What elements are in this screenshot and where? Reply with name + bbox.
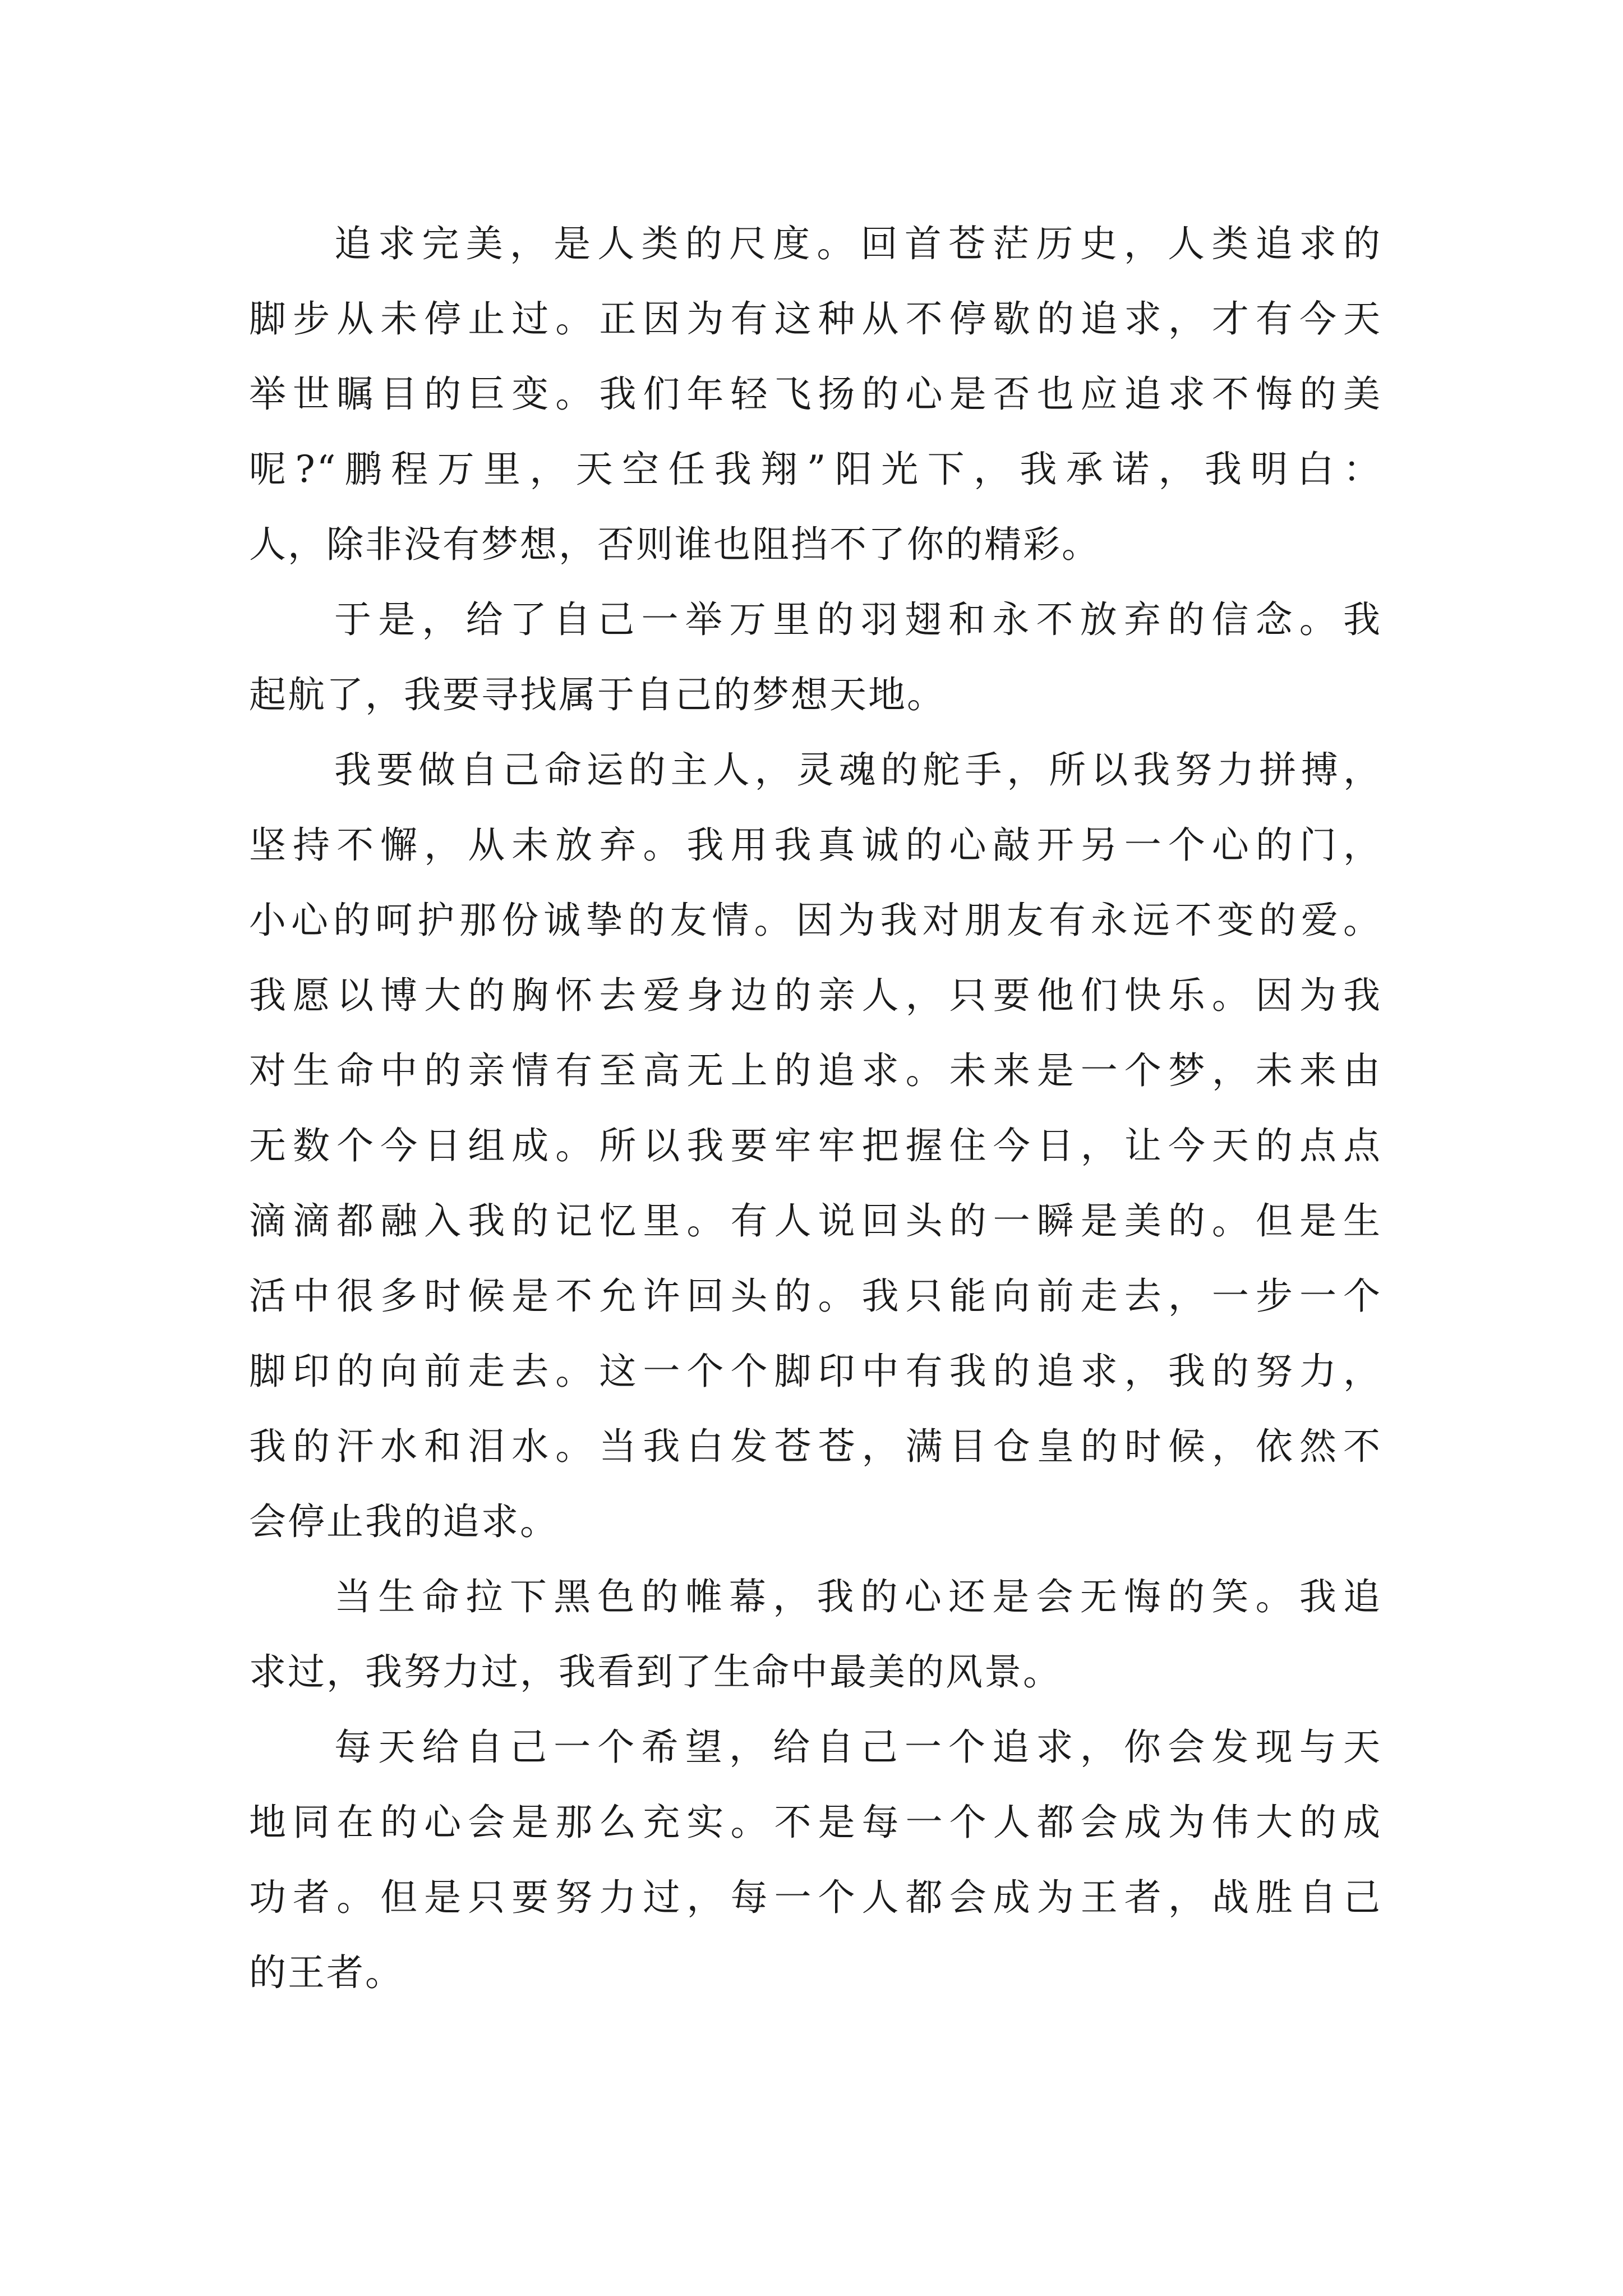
paragraph-line: 我要做自己命运的主人，灵魂的舵手，所以我努力拼搏，: [334, 748, 1382, 792]
paragraph-line: 脚步从未停止过。正因为有这种从不停歇的追求，才有今天: [249, 297, 1382, 341]
paragraph: [249, 1559, 1382, 1710]
paragraph: [249, 1710, 1382, 2010]
paragraph: [249, 206, 1382, 582]
paragraph-line: 于是，给了自己一举万里的羽翅和永不放弃的信念。我: [334, 598, 1382, 641]
paragraph-line: 人，除非没有梦想，否则谁也阻挡不了你的精彩。: [249, 523, 1100, 566]
paragraph-line: 坚持不懈，从未放弃。我用我真诚的心敲开另一个心的门，: [249, 823, 1382, 867]
paragraph-line: 对生命中的亲情有至高无上的追求。未来是一个梦，未来由: [249, 1049, 1382, 1092]
paragraph-line: 起航了，我要寻找属于自己的梦想天地。: [249, 673, 946, 716]
paragraph: [249, 582, 1382, 733]
paragraph-line: 追求完美，是人类的尺度。回首苍茫历史，人类追求的: [334, 222, 1382, 265]
paragraph-line: 呢?“鹏程万里，天空任我翔”阳光下，我承诺，我明白：: [249, 448, 1382, 491]
paragraph: [249, 733, 1382, 1559]
paragraph-line: 小心的呵护那份诚挚的友情。因为我对朋友有永远不变的爱。: [249, 899, 1382, 942]
paragraph-line: 地同在的心会是那么充实。不是每一个人都会成为伟大的成: [249, 1801, 1382, 1844]
paragraph-line: 脚印的向前走去。这一个个脚印中有我的追求，我的努力，: [249, 1350, 1382, 1393]
paragraph-line: 我的汗水和泪水。当我白发苍苍，满目仓皇的时候，依然不: [249, 1425, 1382, 1468]
paragraph-line: 活中很多时候是不允许回头的。我只能向前走去，一步一个: [249, 1274, 1382, 1318]
paragraph-line: 举世瞩目的巨变。我们年轻飞扬的心是否也应追求不悔的美: [249, 372, 1382, 416]
paragraph-line: 求过，我努力过，我看到了生命中最美的风景。: [249, 1650, 1062, 1694]
paragraph-line: 的王者。: [249, 1951, 404, 1994]
document-body: [249, 206, 1382, 2010]
paragraph-line: 每天给自己一个希望，给自己一个追求，你会发现与天: [334, 1726, 1382, 1769]
paragraph-line: 无数个今日组成。所以我要牢牢把握住今日，让今天的点点: [249, 1124, 1382, 1167]
paragraph-line: 当生命拉下黑色的帷幕，我的心还是会无悔的笑。我追: [334, 1575, 1382, 1618]
paragraph-line: 功者。但是只要努力过，每一个人都会成为王者，战胜自己: [249, 1876, 1382, 1919]
paragraph-line: 滴滴都融入我的记忆里。有人说回头的一瞬是美的。但是生: [249, 1199, 1382, 1243]
paragraph-line: 会停止我的追求。: [249, 1500, 559, 1543]
paragraph-line: 我愿以博大的胸怀去爱身边的亲人，只要他们快乐。因为我: [249, 974, 1382, 1017]
